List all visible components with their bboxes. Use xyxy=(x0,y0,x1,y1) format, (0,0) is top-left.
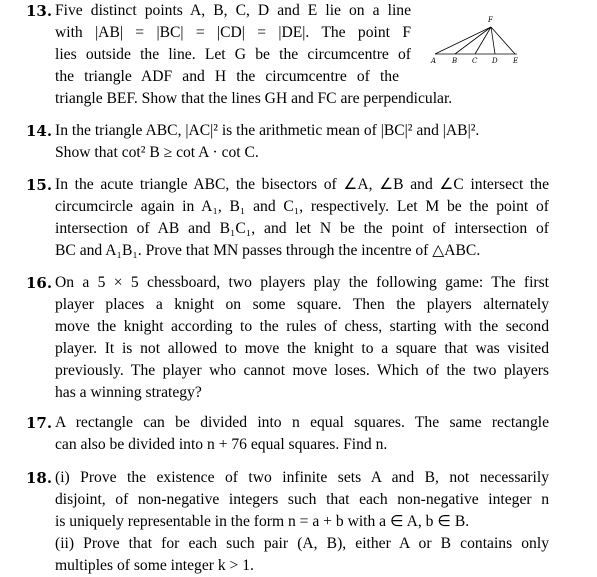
point-label: E xyxy=(513,57,519,64)
problem-line: has a winning strategy? xyxy=(55,384,202,401)
problem-line: is uniquely representable in the form n = a + b with a ∈ A, b ∈ B. xyxy=(55,513,470,530)
problem-text xyxy=(55,120,549,164)
problem-line: In the triangle ABC, |AC|² is the arithmetic mean of |BC|² and |AB|². xyxy=(55,122,480,139)
problem-line: Show that cot² B ≥ cot A · cot C. xyxy=(55,144,259,161)
problem-number: 17. xyxy=(26,414,53,432)
problem-line: player. It is not allowed to move the knight to a square that was visited xyxy=(55,340,549,357)
problem-number: 16. xyxy=(26,274,53,292)
problem-text xyxy=(55,174,549,262)
problem-line: intersection of AB and B₁C₁, and let N be the point of intersection of xyxy=(55,220,549,237)
point-label: C xyxy=(472,57,478,64)
problem-line: Five distinct points A, B, C, D and E lie on a line xyxy=(55,2,411,19)
problem-text xyxy=(55,412,549,456)
problem-number: 15. xyxy=(26,176,53,194)
problem-line: circumcircle again in A₁, B₁ and C₁, respectively. Let M be the point of xyxy=(55,198,549,215)
geometry-figure xyxy=(425,10,525,64)
problem-line: with |AB| = |BC| = |CD| = |DE|. The point F xyxy=(55,24,411,41)
problem-line: A rectangle can be divided into n equal squares. The same rectangle xyxy=(55,414,549,431)
problem-line: In the acute triangle ABC, the bisectors of ∠A, ∠B and ∠C intersect the xyxy=(55,176,549,193)
problem-number: 18. xyxy=(26,469,53,487)
problem-line: disjoint, of non-negative integers such that each non-negative integer n xyxy=(55,491,549,508)
problem-line: move the knight according to the rules of chess, starting with the second xyxy=(55,318,549,335)
problem-line: player places a knight on some square. Then the players alternately xyxy=(55,296,549,313)
problem-text xyxy=(55,272,549,404)
problem-line: lies outside the line. Let G be the circumcentre of xyxy=(55,46,411,63)
problem-line: the triangle ADF and H the circumcentre of the xyxy=(55,68,399,85)
point-label: A xyxy=(431,57,437,64)
problem-line: triangle BEF. Show that the lines GH and FC are perpendicular. xyxy=(55,90,453,107)
problem-number: 13. xyxy=(26,2,53,20)
problem-line: multiples of some integer k > 1. xyxy=(55,557,254,574)
problem-line: BC and A₁B₁. Prove that MN passes through the incentre of △ABC. xyxy=(55,242,481,259)
point-label: D xyxy=(492,57,498,64)
problem-line: previously. The player who cannot move loses. Which of the two players xyxy=(55,362,549,379)
problem-line: (i) Prove the existence of two infinite sets A and B, not necessarily xyxy=(55,469,549,486)
problem-line: On a 5 × 5 chessboard, two players play the following game: The first xyxy=(55,274,549,291)
point-label: B xyxy=(452,57,458,64)
problem-line: (ii) Prove that for each such pair (A, B), either A or B contains only xyxy=(55,535,549,552)
point-label: F xyxy=(488,16,493,24)
problem-text xyxy=(55,467,549,577)
problem-line: can also be divided into n + 76 equal squares. Find n. xyxy=(55,436,388,453)
problem-number: 14. xyxy=(26,122,53,140)
